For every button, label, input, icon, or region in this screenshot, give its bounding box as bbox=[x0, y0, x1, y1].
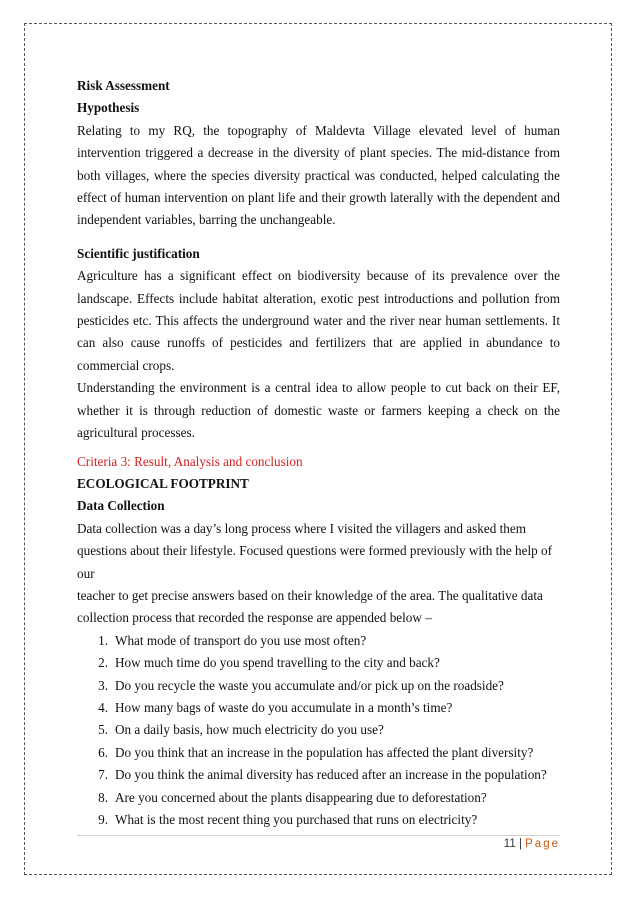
list-item bbox=[77, 697, 560, 719]
document-body bbox=[77, 75, 560, 831]
ecological-footprint-heading: ECOLOGICAL FOOTPRINT bbox=[77, 475, 249, 491]
footer-separator: | bbox=[518, 838, 522, 850]
data-collection-line: Data collection was a day’s long process where I visited the villagers and asked them bbox=[77, 520, 526, 536]
data-collection-line: teacher to get precise answers based on their knowledge of the area. The qualitative data bbox=[77, 587, 543, 603]
list-text: What is the most recent thing you purchased that runs on electricity? bbox=[115, 812, 478, 827]
list-number: 4. bbox=[98, 699, 108, 715]
page-footer bbox=[77, 838, 560, 850]
list-text: Do you think the animal diversity has reduced after an increase in the population? bbox=[115, 767, 547, 783]
hypothesis-paragraph: Relating to my RQ, the topography of Maldevta Village elevated level of human intervention triggered a decrease in the diversity of plant species. The mid-distance from both villages, where the species diversity practical was conducted, helped calculating the effect of human intervention on plant life and their growth laterally with the dependent and independent variables, barring the unchangeable. bbox=[77, 122, 560, 228]
page-number: 11 bbox=[503, 838, 516, 850]
list-item bbox=[77, 652, 560, 674]
list-item bbox=[77, 787, 560, 809]
list-text: On a daily basis, how much electricity do you use? bbox=[115, 722, 384, 738]
justification-paragraph-1: Agriculture has a significant effect on biodiversity because of its prevalence over the landscape. Effects include habitat alteration, exotic pest introductions and pollution from pesticides etc. This affects the underground water and the river near human settlements. It can also cause runoffs of pesticides and fertilizers that are applied in abundance to commercial crops. bbox=[77, 268, 560, 373]
list-item bbox=[77, 742, 560, 764]
data-collection-line: collection process that recorded the response are appended below – bbox=[77, 610, 432, 626]
risk-assessment-heading: Risk Assessment bbox=[77, 78, 170, 93]
list-number: 8. bbox=[98, 789, 108, 805]
list-number: 2. bbox=[98, 655, 108, 671]
justification-heading: Scientific justification bbox=[77, 245, 200, 261]
list-text: How many bags of waste do you accumulate in a month’s time? bbox=[115, 699, 453, 715]
questions-list bbox=[77, 630, 560, 832]
hypothesis-heading: Hypothesis bbox=[77, 100, 140, 116]
list-text: Do you think that an increase in the population has affected the plant diversity? bbox=[115, 744, 534, 760]
list-number: 9. bbox=[98, 812, 108, 827]
list-number: 3. bbox=[98, 677, 108, 693]
criteria-heading: Criteria 3: Result, Analysis and conclusion bbox=[77, 453, 303, 469]
list-text: How much time do you spend travelling to the city and back? bbox=[115, 655, 440, 671]
list-number: 5. bbox=[98, 722, 108, 738]
list-text: Are you concerned about the plants disappearing due to deforestation? bbox=[115, 789, 487, 805]
footer-divider bbox=[77, 835, 560, 836]
justification-paragraph-2: Understanding the environment is a central idea to allow people to cut back on their EF, whether it is through reduction of domestic waste or farmers keeping a check on the agricultural processes. bbox=[77, 380, 560, 441]
spacer bbox=[77, 232, 560, 243]
list-number: 7. bbox=[98, 767, 108, 783]
list-text: Do you recycle the waste you accumulate and/or pick up on the roadside? bbox=[115, 677, 504, 693]
page-label: Page bbox=[525, 838, 560, 850]
data-collection-heading: Data Collection bbox=[77, 498, 165, 514]
list-item bbox=[77, 764, 560, 786]
list-number: 6. bbox=[98, 744, 108, 760]
list-item bbox=[77, 630, 560, 652]
list-item bbox=[77, 719, 560, 741]
data-collection-paragraph bbox=[77, 518, 560, 630]
data-collection-line: questions about their lifestyle. Focused questions were formed previously with the help of our bbox=[77, 543, 553, 581]
list-item bbox=[77, 675, 560, 697]
list-text: What mode of transport do you use most often? bbox=[115, 632, 367, 648]
list-item bbox=[77, 809, 560, 831]
list-number: 1. bbox=[98, 632, 108, 648]
